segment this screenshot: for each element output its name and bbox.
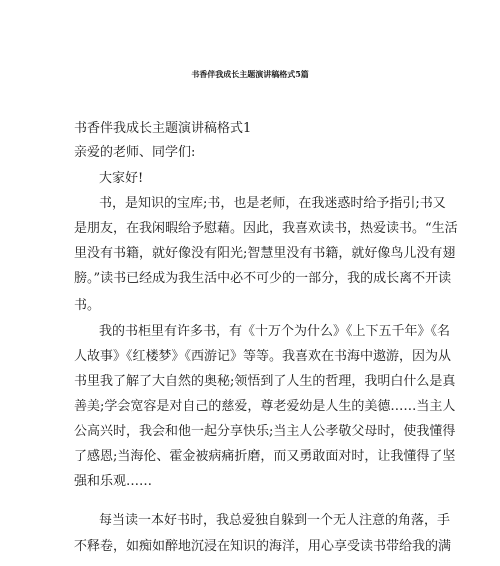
paragraph-line: 不释卷，如痴如醉地沉浸在知识的海洋，用心享受读书带给我的满 bbox=[74, 539, 452, 554]
paragraph-line: 书里我了解了大自然的奥秘;领悟到了人生的哲理，我明白什么是真 bbox=[74, 374, 456, 389]
paragraph-line: 里没有书籍，就好像没有阳光;智慧里没有书籍，就好像鸟儿没有翅 bbox=[74, 246, 456, 261]
document-title: 书香伴我成长主题演讲稿格式5篇 bbox=[191, 69, 309, 79]
salutation: 亲爱的老师、同学们: bbox=[74, 145, 196, 160]
paragraph-line: 书。 bbox=[74, 298, 101, 313]
paragraph-line: 膀。”读书已经成为我生活中必不可少的一部分，我的成长离不开读 bbox=[74, 271, 452, 286]
paragraph-line: 是朋友，在我闲暇给予慰藉。因此，我喜欢读书，热爱读书。“生活 bbox=[74, 221, 458, 236]
paragraph-line: 人故事》《红楼梦》《西游记》等等。我喜欢在书海中遨游，因为从 bbox=[74, 349, 452, 364]
paragraph-line: 了感恩;当海伦、霍金被病痛折磨，而又勇敢面对时，让我懂得了坚 bbox=[74, 449, 456, 464]
paragraph-line: 公高兴时，我会和他一起分享快乐;当主人公孝敬父母时，使我懂得 bbox=[74, 424, 456, 439]
paragraph-line: 我的书柜里有许多书，有《十万个为什么》《上下五千年》《名 bbox=[99, 324, 451, 339]
section-heading: 书香伴我成长主题演讲稿格式1 bbox=[74, 121, 252, 136]
paragraph-line: 每当读一本好书时，我总爱独自躲到一个无人注意的角落，手 bbox=[99, 513, 451, 528]
greeting: 大家好! bbox=[99, 171, 144, 186]
paragraph-line: 善美;学会宽容是对自己的慈爱，尊老爱幼是人生的美德……当主人 bbox=[74, 399, 456, 414]
paragraph-line: 书，是知识的宝库;书，也是老师，在我迷惑时给予指引;书又 bbox=[99, 196, 446, 211]
paragraph-line: 强和乐观…… bbox=[74, 474, 153, 489]
